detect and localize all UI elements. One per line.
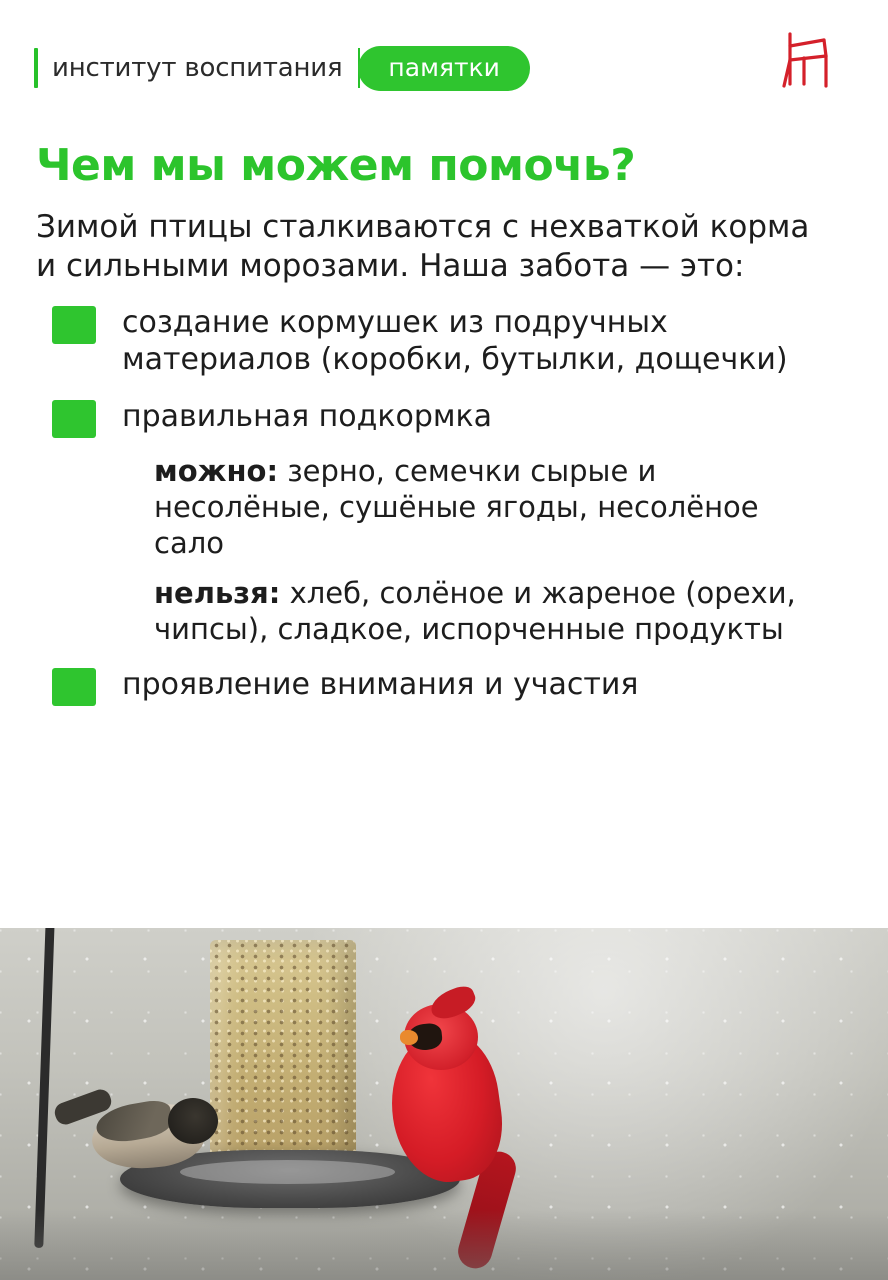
bullet-label: создание кормушек из подручных материалов (коробки, бутылки, дощечки) [122,304,788,377]
brand-lockup [34,46,530,90]
brand-accent-bar [34,48,38,88]
bullet-label: правильная подкормка [122,398,493,434]
page-title: Чем мы можем помочь? [36,140,636,191]
cardinal-beak [400,1030,418,1045]
bird-feeder-photo [0,928,888,1280]
header [0,0,888,120]
note-forbidden [34,576,854,648]
list-item [34,304,854,378]
bullet-label: проявление внимания и участия [122,666,639,702]
chair-logo-icon [774,26,842,92]
square-bullet-icon [52,306,96,344]
tray-highlight [180,1160,395,1184]
note-text: зерно, семечки сырые и несолёные, сушёные ягоды, несолёное сало [154,453,759,560]
list-item [34,398,854,438]
bullet-list [34,304,854,706]
chickadee-head [168,1098,218,1144]
photo-bottom-fade [0,1210,888,1280]
main-content [0,120,888,726]
square-bullet-icon [52,668,96,706]
note-paragraph [154,454,834,562]
seed-texture [210,940,356,1166]
square-bullet-icon [52,400,96,438]
feeder-tube [210,940,356,1166]
note-label: можно: [154,453,279,488]
brand-name: институт воспитания [52,48,360,88]
note-paragraph [154,576,834,648]
brand-pill-label: памятки [358,46,529,91]
intro-paragraph: Зимой птицы сталкиваются с нехваткой корма и сильными морозами. Наша забота — это: [36,208,810,284]
list-item [34,666,854,706]
note-label: нельзя: [154,575,281,610]
note-text: хлеб, солёное и жареное (орехи, чипсы), сладкое, испорченные продукты [154,575,796,646]
note-allowed [34,454,854,562]
